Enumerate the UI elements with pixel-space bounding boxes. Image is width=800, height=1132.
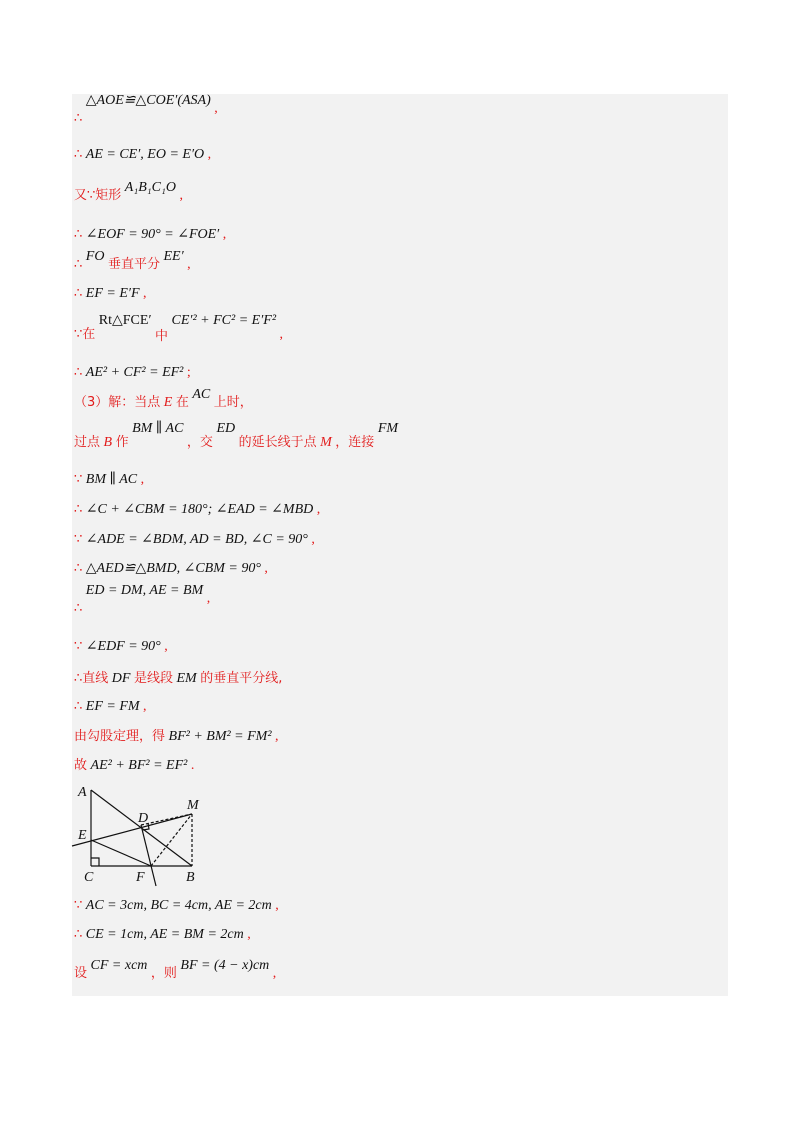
proof-line: ∴ AE² + CF² = EF² ; bbox=[74, 365, 191, 380]
proof-line: 故 AE² + BF² = EF² . bbox=[74, 758, 195, 773]
right-angle-mark-C bbox=[91, 858, 99, 866]
proof-line: 又∵矩形 A₁B₁C₁O , bbox=[74, 180, 183, 203]
proof-line: ∴ EF = FM , bbox=[74, 699, 147, 714]
label-F: F bbox=[136, 870, 145, 885]
proof-line: ∵ ∠EDF = 90° , bbox=[74, 639, 168, 654]
label-M: M bbox=[187, 798, 199, 813]
proof-line: ∵ BM ∥ AC , bbox=[74, 472, 145, 487]
label-D: D bbox=[138, 811, 149, 826]
proof-line: ∴直线 DF 是线段 EM 的垂直平分线, bbox=[74, 671, 283, 686]
proof-line: ∴ FO 垂直平分 EE′ , bbox=[74, 249, 191, 272]
proof-line: 由勾股定理，得 BF² + BM² = FM² , bbox=[74, 729, 279, 744]
geometry-figure bbox=[70, 782, 220, 887]
proof-line: ∴ CE = 1cm, AE = BM = 2cm , bbox=[74, 927, 251, 942]
line-ED bbox=[72, 814, 192, 846]
proof-line: 过点 B 作 BM ∥ AC ，交 ED 的延长线于点 M ，连接 FM bbox=[74, 421, 399, 450]
proof-line: ∵ ∠ADE = ∠BDM, AD = BD, ∠C = 90° , bbox=[74, 532, 315, 547]
proof-line: ∴ △AED≌△BMD, ∠CBM = 90° , bbox=[74, 561, 268, 576]
label-E: E bbox=[78, 828, 87, 843]
label-B: B bbox=[186, 870, 195, 885]
segment-EF bbox=[91, 840, 151, 866]
proof-line: ∴ ∠C + ∠CBM = 180°; ∠EAD = ∠MBD , bbox=[74, 502, 321, 517]
proof-line: ∴ ED = DM, AE = BM , bbox=[74, 583, 211, 616]
proof-line: ∵在 Rt△FCE′ 中 CE′² + FC² = E′F² , bbox=[74, 313, 284, 344]
proof-line: ∴ AE = CE′, EO = E′O , bbox=[74, 147, 212, 162]
proof-line: ∴ △AOE≌△COE′(ASA) , bbox=[74, 93, 218, 126]
proof-line: ∵ AC = 3cm, BC = 4cm, AE = 2cm , bbox=[74, 898, 279, 913]
proof-line: ∴ ∠EOF = 90° = ∠FOE′ , bbox=[74, 227, 227, 242]
proof-line: （3）解：当点 E 在 AC 上时， bbox=[74, 387, 253, 410]
label-A: A bbox=[78, 785, 87, 800]
label-C: C bbox=[84, 870, 94, 885]
proof-line: ∴ EF = E′F , bbox=[74, 286, 147, 301]
proof-line: 设 CF = xcm ，则 BF = (4 − x)cm , bbox=[74, 958, 277, 981]
